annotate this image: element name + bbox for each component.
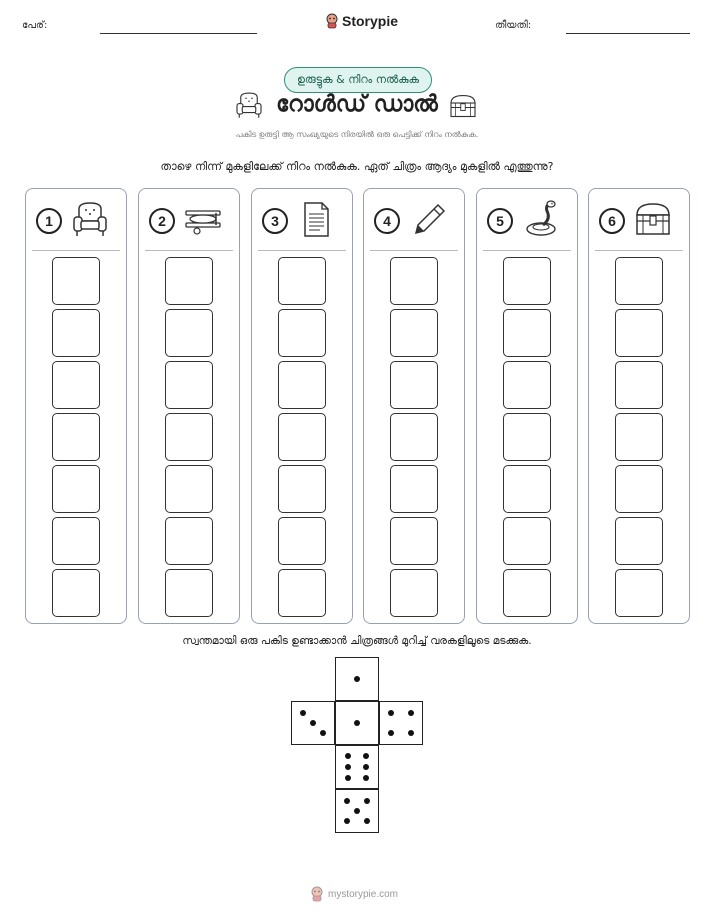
color-box[interactable] <box>278 465 326 513</box>
name-field-line[interactable] <box>100 33 257 34</box>
armchair-icon <box>70 199 110 239</box>
color-box[interactable] <box>503 309 551 357</box>
snake-icon <box>521 199 561 239</box>
color-box[interactable] <box>278 257 326 305</box>
column-2 <box>138 188 240 624</box>
die-pip <box>364 818 370 824</box>
color-box[interactable] <box>165 413 213 461</box>
biplane-icon <box>183 199 223 239</box>
color-box[interactable] <box>390 309 438 357</box>
color-box[interactable] <box>278 413 326 461</box>
color-box[interactable] <box>390 517 438 565</box>
storypie-mascot-icon <box>310 886 324 902</box>
color-box[interactable] <box>503 257 551 305</box>
column-5 <box>476 188 578 624</box>
column-1 <box>25 188 127 624</box>
color-box[interactable] <box>390 361 438 409</box>
color-box[interactable] <box>165 309 213 357</box>
die-face <box>335 745 379 789</box>
date-label: തീയതി: <box>495 20 532 31</box>
die-pip <box>345 753 351 759</box>
die-instructions: സ്വന്തമായി ഒരു പകിട ഉണ്ടാക്കാൻ ചിത്രങ്ങൾ മുറിച്ച് വരകളിലൂടെ മടക്കുക. <box>182 635 532 647</box>
instructions: താഴെ നിന്ന് മുകളിലേക്ക് നിറം നൽകുക. ഏത് ചിത്രം ആദ്യം മുകളിൽ എത്തുന്നു? <box>160 160 554 173</box>
page-subtitle: പകിട ഉരുട്ടി ആ സംഖ്യയുടെ നിരയിൽ ഒരു പെട്ടിക്ക് നിറം നൽകുക. <box>235 130 479 139</box>
die-face <box>335 657 379 701</box>
column-divider <box>595 250 683 251</box>
die-face <box>335 701 379 745</box>
color-box[interactable] <box>278 361 326 409</box>
column-number: 6 <box>599 208 625 234</box>
die-pip <box>345 775 351 781</box>
die-pip <box>354 676 360 682</box>
color-box[interactable] <box>615 569 663 617</box>
color-box[interactable] <box>52 413 100 461</box>
color-box[interactable] <box>615 257 663 305</box>
column-number: 3 <box>262 208 288 234</box>
color-box[interactable] <box>52 309 100 357</box>
color-box[interactable] <box>165 257 213 305</box>
footer <box>310 886 398 902</box>
color-box[interactable] <box>503 361 551 409</box>
column-4 <box>363 188 465 624</box>
die-pip <box>345 764 351 770</box>
die-pip <box>363 775 369 781</box>
color-box[interactable] <box>52 361 100 409</box>
color-box[interactable] <box>615 413 663 461</box>
die-pip <box>344 818 350 824</box>
color-box[interactable] <box>165 569 213 617</box>
column-number: 1 <box>36 208 62 234</box>
date-field-line[interactable] <box>566 33 690 34</box>
die-pip <box>408 730 414 736</box>
die-pip <box>310 720 316 726</box>
color-box[interactable] <box>278 569 326 617</box>
color-box[interactable] <box>390 257 438 305</box>
document-icon <box>296 199 336 239</box>
color-box[interactable] <box>503 517 551 565</box>
color-box[interactable] <box>52 465 100 513</box>
column-divider <box>32 250 120 251</box>
die-pip <box>388 710 394 716</box>
color-box[interactable] <box>390 465 438 513</box>
footer-url[interactable]: mystorypie.com <box>328 888 399 900</box>
color-box[interactable] <box>165 517 213 565</box>
brand-name: Storypie <box>342 13 399 29</box>
column-number: 5 <box>487 208 513 234</box>
die-pip <box>408 710 414 716</box>
color-box[interactable] <box>52 517 100 565</box>
color-box[interactable] <box>390 569 438 617</box>
die-pip <box>363 764 369 770</box>
die-face <box>291 701 335 745</box>
die-pip <box>388 730 394 736</box>
treasure-chest-icon <box>633 199 673 239</box>
color-box[interactable] <box>615 517 663 565</box>
column-6 <box>588 188 690 624</box>
color-box[interactable] <box>278 517 326 565</box>
column-number: 4 <box>374 208 400 234</box>
column-divider <box>145 250 233 251</box>
color-box[interactable] <box>165 465 213 513</box>
brand-logo <box>325 13 398 29</box>
color-box[interactable] <box>165 361 213 409</box>
die-face <box>379 701 423 745</box>
die-pip <box>344 798 350 804</box>
column-number: 2 <box>149 208 175 234</box>
die-pip <box>354 808 360 814</box>
armchair-icon <box>234 90 264 120</box>
treasure-chest-icon <box>448 92 478 120</box>
die-pip <box>320 730 326 736</box>
column-divider <box>483 250 571 251</box>
storypie-mascot-icon <box>325 13 339 29</box>
color-box[interactable] <box>52 569 100 617</box>
die-pip <box>300 710 306 716</box>
color-box[interactable] <box>278 309 326 357</box>
color-box[interactable] <box>615 309 663 357</box>
die-pip <box>364 798 370 804</box>
color-box[interactable] <box>390 413 438 461</box>
pencil-icon <box>408 199 448 239</box>
die-pip <box>354 720 360 726</box>
die-face <box>335 789 379 833</box>
column-divider <box>370 250 458 251</box>
color-box[interactable] <box>503 413 551 461</box>
color-box[interactable] <box>615 465 663 513</box>
column-3 <box>251 188 353 624</box>
color-box[interactable] <box>615 361 663 409</box>
column-divider <box>258 250 346 251</box>
activity-badge: ഉരുട്ടുക & നിറം നൽകുക <box>284 67 432 93</box>
page-title: റോൾഡ് ഡാൽ <box>276 92 438 117</box>
color-box[interactable] <box>52 257 100 305</box>
die-pip <box>363 753 369 759</box>
name-label: പേര്: <box>22 20 48 31</box>
color-box[interactable] <box>503 465 551 513</box>
color-box[interactable] <box>503 569 551 617</box>
